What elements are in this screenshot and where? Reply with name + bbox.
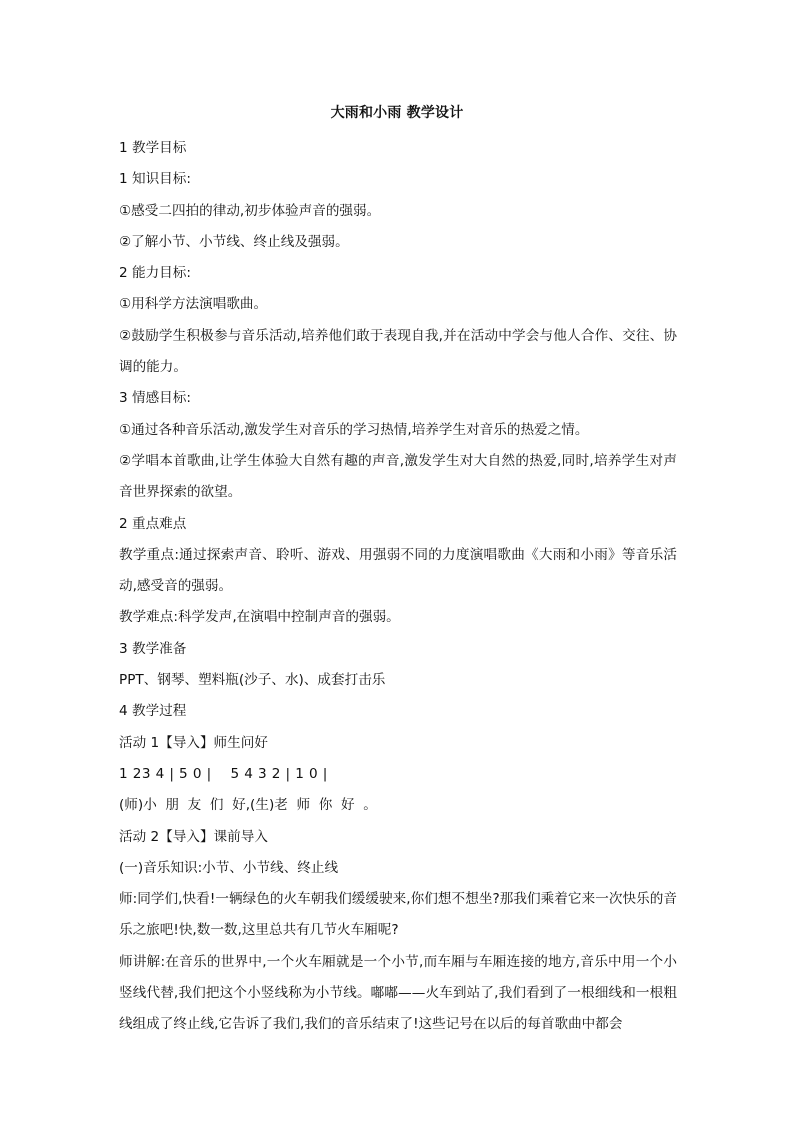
difficult-point-paragraph: 教学难点:科学发声,在演唱中控制声音的强弱。 xyxy=(119,609,400,626)
section-heading-process: 4 教学过程 xyxy=(119,703,187,720)
section-heading-key-difficult-points: 2 重点难点 xyxy=(119,515,187,532)
activity-2-heading: 活动 2【导入】课前导入 xyxy=(119,828,268,845)
emotional-goal-2: ②学唱本首歌曲,让学生体验大自然有趣的声音,激发学生对大自然的热爱,同时,培养学生对声音世界探索的欲望。 xyxy=(119,452,677,501)
knowledge-goal-2: ②了解小节、小节线、终止线及强弱。 xyxy=(119,233,349,250)
subheading-ability-goals: 2 能力目标: xyxy=(119,265,191,282)
document-body xyxy=(119,133,679,1041)
music-notation-line: 1 23 4 | 5 0 | 5 4 3 2 | 1 0 | xyxy=(119,765,328,782)
music-knowledge-heading: (一)音乐知识:小节、小节线、终止线 xyxy=(119,859,339,876)
document-title: 大雨和小雨 教学设计 xyxy=(330,105,464,121)
lyrics-line: (师)小 朋 友 们 好,(生)老 师 你 好 。 xyxy=(119,797,377,814)
preparation-materials: PPT、钢琴、塑料瓶(沙子、水)、成套打击乐 xyxy=(119,672,386,689)
subheading-emotional-goals: 3 情感目标: xyxy=(119,390,191,407)
teacher-intro-paragraph: 师:同学们,快看!一辆绿色的火车朝我们缓缓驶来,你们想不想坐?那我们乘着它来一次快乐的音乐之旅吧!快,数一数,这里总共有几节火车厢呢? xyxy=(119,891,677,939)
section-heading-teaching-goals: 1 教学目标 xyxy=(119,140,187,156)
subheading-knowledge-goals: 1 知识目标: xyxy=(119,171,191,188)
activity-1-heading: 活动 1【导入】师生问好 xyxy=(119,734,268,751)
key-point-paragraph: 教学重点:通过探索声音、聆听、游戏、用强弱不同的力度演唱歌曲《大雨和小雨》等音乐活动,感受音的强弱。 xyxy=(119,546,677,595)
teacher-explanation-paragraph: 师讲解:在音乐的世界中,一个火车厢就是一个小节,而车厢与车厢连接的地方,音乐中用一个小竖线代替,我们把这个小竖线称为小节线。嘟嘟——火车到站了,我们看到了一根细线和一根粗线组成了终止线,它告诉了我们,我们的音乐结束了!这些记号在以后的每首歌曲中都会 xyxy=(119,953,677,1033)
ability-goal-1: ①用科学方法演唱歌曲。 xyxy=(119,296,268,313)
knowledge-goal-1: ①感受二四拍的律动,初步体验声音的强弱。 xyxy=(119,202,381,219)
emotional-goal-1: ①通过各种音乐活动,激发学生对音乐的学习热情,培养学生对音乐的热爱之情。 xyxy=(119,421,589,438)
section-heading-preparation: 3 教学准备 xyxy=(119,640,187,657)
ability-goal-2: ②鼓励学生积极参与音乐活动,培养他们敢于表现自我,并在活动中学会与他人合作、交往、协调的能力。 xyxy=(119,327,677,376)
